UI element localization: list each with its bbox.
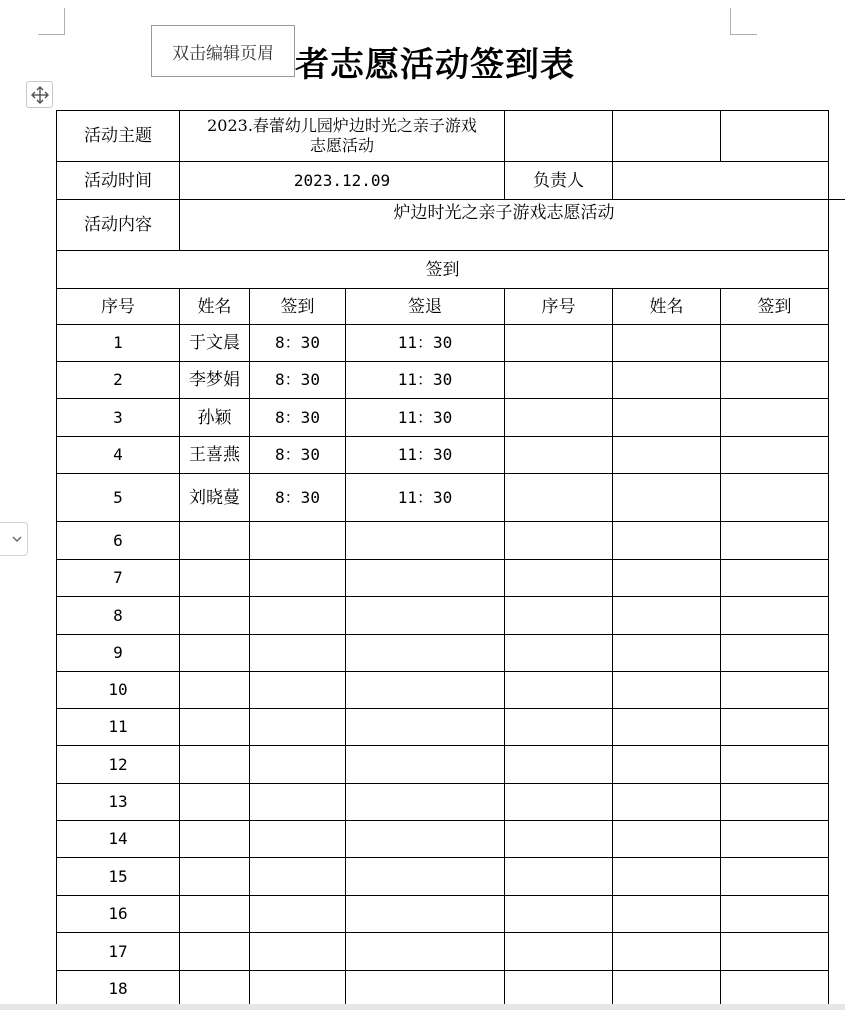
row-number[interactable]: 8 [57,597,180,635]
section-title: 签到 [57,251,829,289]
row-name-2[interactable] [613,709,721,746]
row-signin-time-2[interactable] [721,672,829,709]
theme-value-line2: 志愿活动 [310,136,375,155]
row-signin-time[interactable] [250,784,346,821]
row-number[interactable]: 12 [57,746,180,784]
row-signout-time[interactable] [346,635,505,672]
row-name[interactable] [180,746,250,784]
row-signout-time[interactable] [346,522,505,560]
col-header-name-2: 姓名 [613,289,721,325]
row-signout-time[interactable]: 11：30 [346,399,505,437]
row-signin-time[interactable]: 8：30 [250,399,346,437]
row-name-2[interactable] [613,821,721,858]
row-number-2[interactable] [505,821,613,858]
row-name[interactable] [180,522,250,560]
table-row [57,635,829,672]
row-number[interactable]: 5 [57,474,180,522]
table-row [57,597,829,635]
col-header-signin: 签到 [250,289,346,325]
row-signin-time-2[interactable] [721,437,829,474]
col-header-name: 姓名 [180,289,250,325]
row-name[interactable]: 孙颖 [180,399,250,437]
empty-cell[interactable] [613,111,721,162]
row-number-2[interactable] [505,635,613,672]
row-name-2[interactable] [613,746,721,784]
row-number-2[interactable] [505,437,613,474]
table-row [57,933,829,971]
section-row [57,251,829,289]
row-name-2[interactable] [613,784,721,821]
row-name[interactable] [180,858,250,896]
time-label: 活动时间 [57,162,180,200]
row-name[interactable] [180,933,250,971]
page-bottom-edge [0,1004,845,1010]
content-value[interactable]: 炉边时光之亲子游戏志愿活动 [180,200,829,251]
row-signin-time[interactable]: 8：30 [250,325,346,362]
row-number-2[interactable] [505,746,613,784]
row-signin-time-2[interactable] [721,896,829,933]
table-row [57,522,829,560]
theme-value-line1: 2023.春蕾幼儿园炉边时光之亲子游戏 [207,116,477,135]
row-signin-time[interactable] [250,522,346,560]
row-signout-time[interactable] [346,597,505,635]
leader-label: 负责人 [505,162,613,200]
column-header-row [57,289,829,325]
row-signin-time[interactable]: 8：30 [250,437,346,474]
row-number[interactable]: 6 [57,522,180,560]
table-row [57,325,829,362]
col-header-no-2: 序号 [505,289,613,325]
row-signout-time[interactable] [346,933,505,971]
col-header-no: 序号 [57,289,180,325]
table-row [57,971,829,1008]
row-number[interactable]: 2 [57,362,180,399]
row-name[interactable] [180,896,250,933]
row-signin-time[interactable] [250,635,346,672]
row-name-2[interactable] [613,399,721,437]
table-row [57,746,829,784]
row-name[interactable] [180,709,250,746]
row-number[interactable]: 17 [57,933,180,971]
row-signout-time[interactable] [346,784,505,821]
content-label: 活动内容 [57,200,180,251]
row-name[interactable]: 王喜燕 [180,437,250,474]
row-name-2[interactable] [613,858,721,896]
row-signout-time[interactable] [346,560,505,597]
row-name[interactable] [180,821,250,858]
row-number[interactable]: 1 [57,325,180,362]
time-value[interactable]: 2023.12.09 [180,162,505,200]
empty-cell[interactable] [505,111,613,162]
row-signin-time[interactable] [250,709,346,746]
row-name[interactable] [180,784,250,821]
row-number-2[interactable] [505,597,613,635]
row-number[interactable]: 15 [57,858,180,896]
table-row [57,821,829,858]
col-header-signout: 签退 [346,289,505,325]
row-signout-time[interactable]: 11：30 [346,362,505,399]
row-signin-time[interactable] [250,560,346,597]
edit-header-tooltip[interactable]: 双击编辑页眉 [151,25,295,77]
row-name-2[interactable] [613,896,721,933]
row-signin-time[interactable]: 8：30 [250,362,346,399]
page-corner-mark-top-right [730,8,757,35]
row-name[interactable] [180,597,250,635]
row-signout-time[interactable] [346,896,505,933]
info-row-theme [57,111,829,162]
table-row [57,399,829,437]
row-number-2[interactable] [505,325,613,362]
row-signin-time[interactable] [250,746,346,784]
table-row [57,858,829,896]
row-signout-time[interactable] [346,971,505,1008]
row-number-2[interactable] [505,933,613,971]
theme-label: 活动主题 [57,111,180,162]
row-signout-time[interactable] [346,672,505,709]
row-name-2[interactable] [613,560,721,597]
row-name[interactable]: 刘晓蔓 [180,474,250,522]
row-name-2[interactable] [613,597,721,635]
row-number[interactable]: 18 [57,971,180,1008]
document-title: 者志愿活动签到表 [295,45,575,85]
row-signin-time[interactable]: 8：30 [250,474,346,522]
row-name[interactable] [180,971,250,1008]
row-name[interactable]: 于文晨 [180,325,250,362]
table-row [57,672,829,709]
row-name-2[interactable] [613,362,721,399]
empty-cell[interactable] [721,111,829,162]
row-number-2[interactable] [505,474,613,522]
row-name-2[interactable] [613,437,721,474]
row-signin-time-2[interactable] [721,933,829,971]
row-number-2[interactable] [505,560,613,597]
row-signin-time-2[interactable] [721,746,829,784]
row-signin-time[interactable] [250,597,346,635]
row-signout-time[interactable] [346,821,505,858]
row-signin-time[interactable] [250,858,346,896]
row-signin-time-2[interactable] [721,362,829,399]
table-row [57,709,829,746]
row-number[interactable]: 11 [57,709,180,746]
row-number-2[interactable] [505,522,613,560]
sign-in-rows [57,325,829,1008]
table-row [57,784,829,821]
row-number[interactable]: 13 [57,784,180,821]
row-signin-time-2[interactable] [721,784,829,821]
row-signout-time[interactable]: 11：30 [346,437,505,474]
row-number[interactable]: 7 [57,560,180,597]
table-row [57,437,829,474]
table-row [57,362,829,399]
row-signout-time[interactable] [346,858,505,896]
row-signin-time-2[interactable] [721,858,829,896]
leader-value[interactable] [613,162,829,200]
row-signin-time-2[interactable] [721,971,829,1008]
row-name-2[interactable] [613,971,721,1008]
row-name[interactable] [180,560,250,597]
row-number[interactable]: 4 [57,437,180,474]
side-layout-dropdown[interactable] [0,522,28,556]
theme-value[interactable] [180,111,505,162]
row-name-2[interactable] [613,635,721,672]
row-name[interactable] [180,635,250,672]
row-number[interactable]: 3 [57,399,180,437]
row-number-2[interactable] [505,399,613,437]
row-number-2[interactable] [505,896,613,933]
col-header-signin-2: 签到 [721,289,829,325]
row-signout-time[interactable]: 11：30 [346,325,505,362]
row-signout-time[interactable] [346,709,505,746]
row-signin-time[interactable] [250,672,346,709]
row-number-2[interactable] [505,709,613,746]
row-number-2[interactable] [505,672,613,709]
row-signin-time-2[interactable] [721,597,829,635]
row-number-2[interactable] [505,858,613,896]
row-name-2[interactable] [613,325,721,362]
info-row-content [57,200,829,251]
row-number-2[interactable] [505,362,613,399]
sign-in-table [56,110,829,1008]
table-move-handle[interactable] [26,81,53,108]
row-signout-time[interactable] [346,746,505,784]
row-signin-time[interactable] [250,971,346,1008]
info-row-time [57,162,829,200]
row-signin-time-2[interactable] [721,560,829,597]
move-arrows-icon [30,85,50,105]
row-signin-time-2[interactable] [721,635,829,672]
row-signin-time-2[interactable] [721,399,829,437]
row-signin-time[interactable] [250,821,346,858]
row-name-2[interactable] [613,672,721,709]
row-signout-time[interactable]: 11：30 [346,474,505,522]
row-number[interactable]: 16 [57,896,180,933]
row-number-2[interactable] [505,971,613,1008]
row-number-2[interactable] [505,784,613,821]
row-number[interactable]: 14 [57,821,180,858]
row-signin-time-2[interactable] [721,709,829,746]
row-signin-time-2[interactable] [721,474,829,522]
row-name-2[interactable] [613,933,721,971]
table-row [57,896,829,933]
table-row [57,560,829,597]
row-name-2[interactable] [613,522,721,560]
row-name-2[interactable] [613,474,721,522]
page-corner-mark-top-left [38,8,65,35]
row-number[interactable]: 10 [57,672,180,709]
row-signin-time[interactable] [250,933,346,971]
row-name[interactable]: 李梦娟 [180,362,250,399]
row-signin-time-2[interactable] [721,821,829,858]
table-row [57,474,829,522]
chevron-down-icon [11,534,23,544]
row-signin-time-2[interactable] [721,522,829,560]
row-signin-time-2[interactable] [721,325,829,362]
row-name[interactable] [180,672,250,709]
row-signin-time[interactable] [250,896,346,933]
row-number[interactable]: 9 [57,635,180,672]
